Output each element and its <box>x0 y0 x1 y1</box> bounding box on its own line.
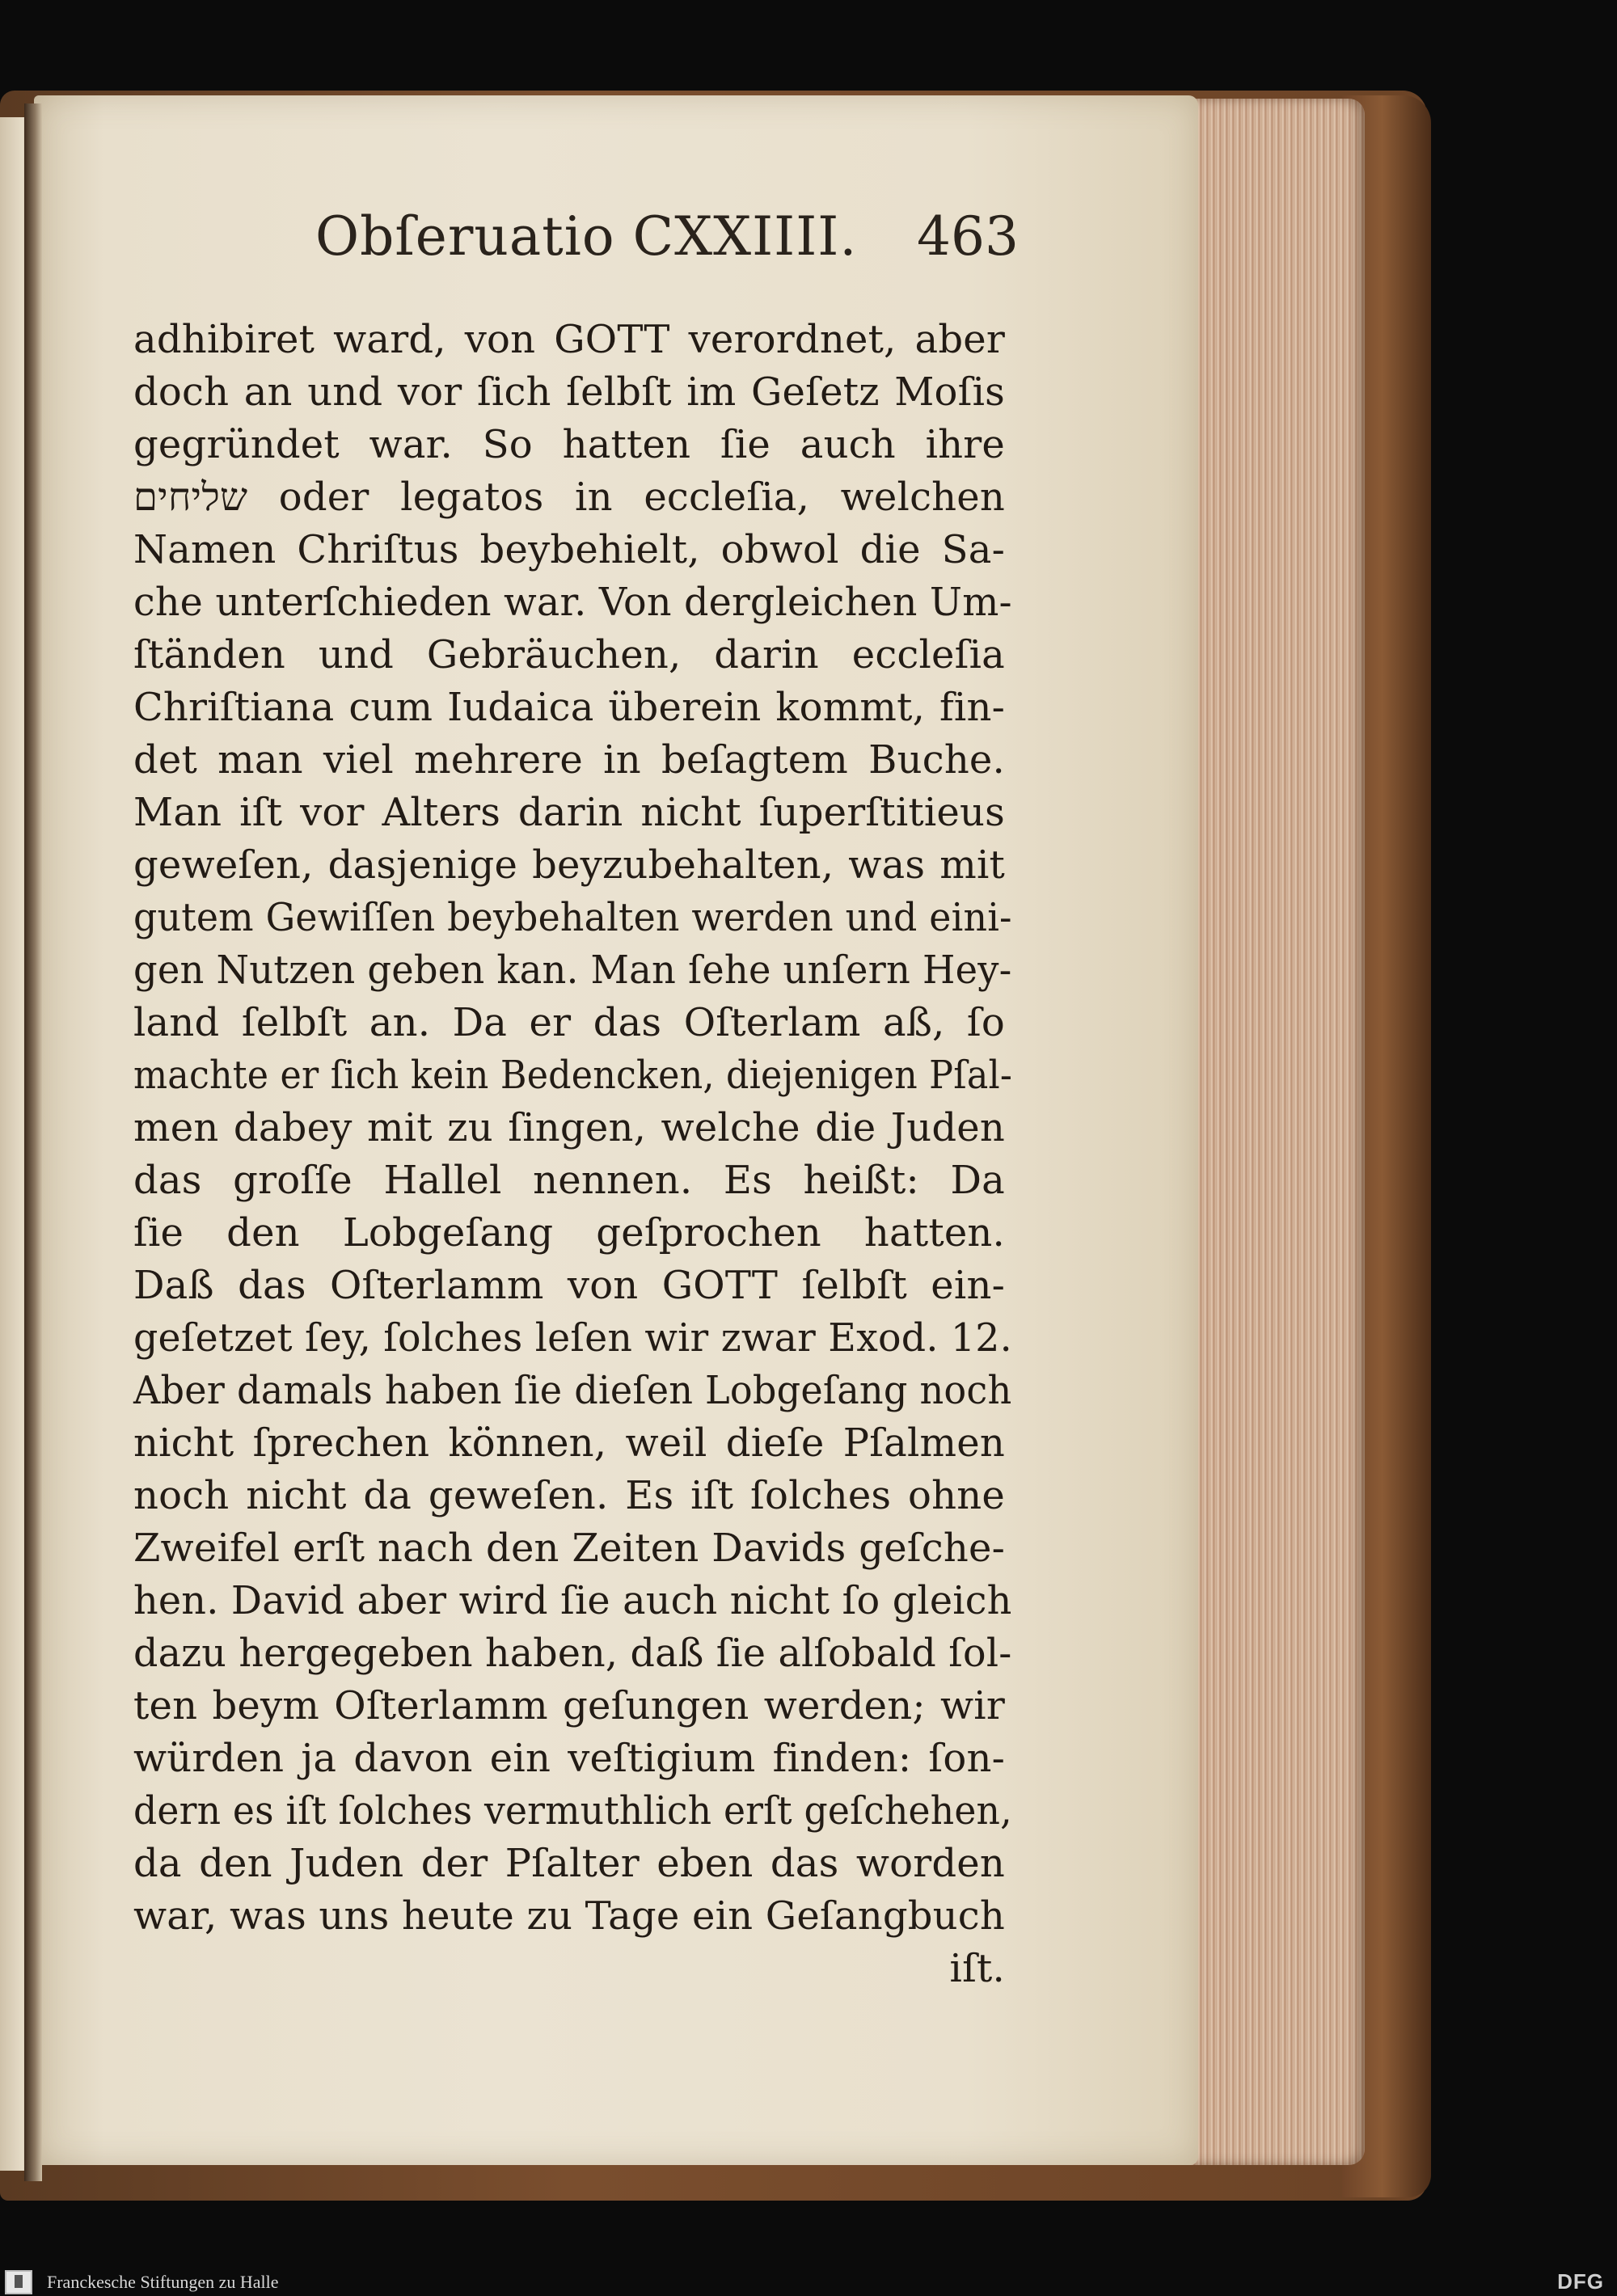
text-line: Daß das Oſterlamm von GOTT ſelbſt ein- <box>133 1263 1005 1308</box>
text-line: geſetzet ſey, ſolches leſen wir zwar Exod. 12. <box>133 1315 1012 1361</box>
body-text <box>133 314 1013 1995</box>
text-line: würden ja davon ein veſtigium finden: ſon- <box>133 1736 1005 1781</box>
text-line: das groſſe Hallel nennen. Es heißt: Da <box>133 1158 1005 1203</box>
text-line: Zweifel erſt nach den Zeiten Davids geſche- <box>133 1526 1005 1571</box>
text-line: men dabey mit zu ſingen, welche die Juden <box>133 1105 1005 1150</box>
institution-name: Franckesche Stiftungen zu Halle <box>47 2272 279 2292</box>
text-line: ſtänden und Gebräuchen, darin eccleſia <box>133 632 1005 677</box>
text-line: hen. David aber wird ſie auch nicht ſo gleich <box>133 1578 1012 1623</box>
text-line: det man viel mehrere in beſagtem Buche. <box>133 737 1005 783</box>
text-line: Chriſtiana cum Iudaica überein kommt, fin- <box>133 685 1005 730</box>
institution-logo-icon <box>5 2270 32 2294</box>
fore-edge-leaves <box>1171 99 1365 2165</box>
text-line: gegründet war. So hatten ſie auch ihre <box>133 422 1005 467</box>
text-line: adhibiret ward, von GOTT verordnet, aber <box>133 317 1005 362</box>
text-line: machte er ſich kein Bedencken, diejenigen Pſal- <box>133 1053 1013 1098</box>
text-line: da den Juden der Pſalter eben das worden <box>133 1841 1005 1886</box>
text-line: geweſen, dasjenige beyzubehalten, was mit <box>133 842 1005 888</box>
running-header <box>307 202 1019 275</box>
text-line: dern es iſt ſolches vermuthlich erſt geſchehen, <box>133 1788 1012 1834</box>
text-line: noch nicht da geweſen. Es iſt ſolches ohne <box>133 1473 1005 1518</box>
dfg-logo: DFG <box>1557 2269 1604 2294</box>
text-line: Aber damals haben ſie dieſen Lobgeſang noch <box>133 1368 1012 1413</box>
running-title: Obſeruatio CXXIIII. <box>315 205 858 268</box>
page-gutter <box>24 103 42 2181</box>
footer-bar <box>0 2267 1617 2296</box>
text-line: land ſelbſt an. Da er das Oſterlam aß, ſo <box>133 1000 1005 1045</box>
text-line: gen Nutzen geben kan. Man ſehe unſern Hey- <box>133 948 1012 993</box>
text-line: nicht ſprechen können, weil dieſe Pſalmen <box>133 1420 1005 1466</box>
text-line: doch an und vor ſich ſelbſt im Geſetz Moſis <box>133 369 1005 415</box>
text-line: dazu hergegeben haben, daß ſie alſobald ſol- <box>133 1631 1012 1676</box>
text-line: ten beym Oſterlamm geſungen werden; wir <box>133 1683 1005 1728</box>
catchword: iſt. <box>949 1946 1005 1991</box>
text-line: ſie den Lobgeſang geſprochen hatten. <box>133 1210 1005 1256</box>
text-line: שליחים oder legatos in eccleſia, welchen <box>133 475 1005 520</box>
text-line: Man iſt vor Alters darin nicht ſuperſtitieus <box>133 790 1005 835</box>
text-line: war, was uns heute zu Tage ein Geſangbuch <box>133 1893 1005 1939</box>
page-number: 463 <box>917 205 1019 268</box>
text-line: Namen Chriſtus beybehielt, obwol die Sa- <box>133 527 1005 572</box>
text-line: che unterſchieden war. Von dergleichen Um- <box>133 580 1012 625</box>
text-line: gutem Gewiſſen beybehalten werden und eini- <box>133 895 1012 940</box>
